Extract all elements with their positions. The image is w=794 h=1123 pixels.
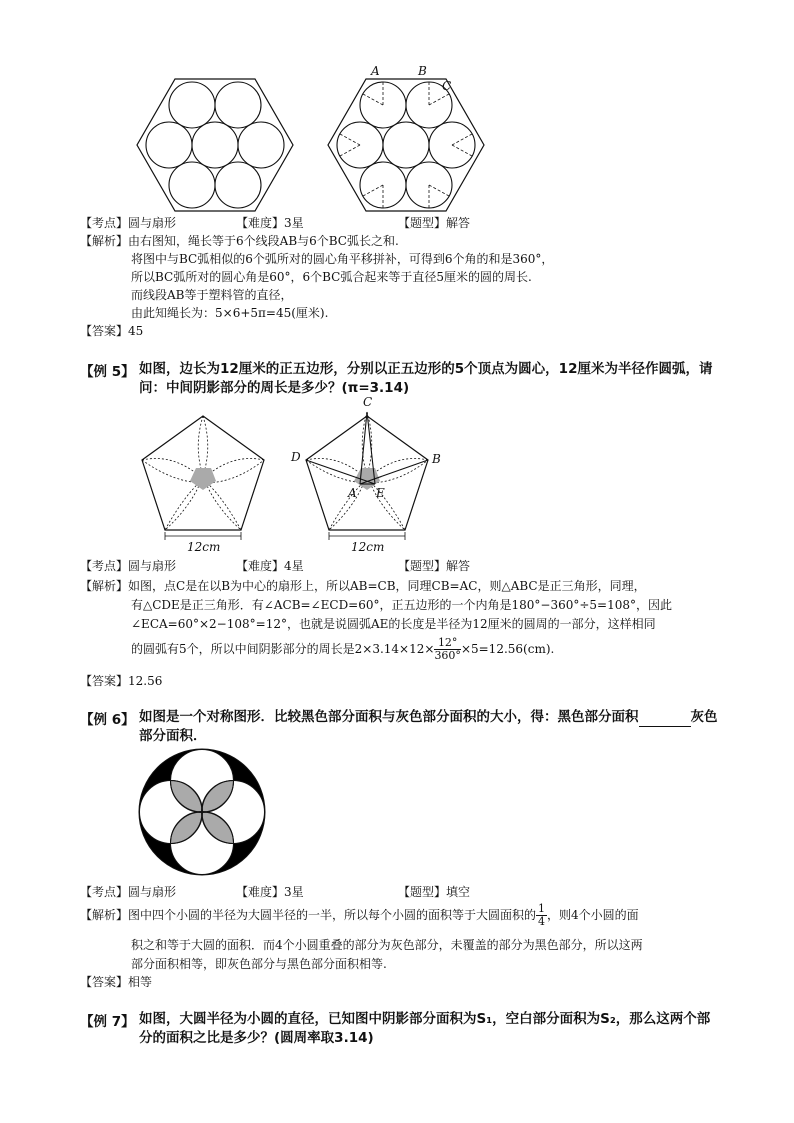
ex4-jiexi-line-3: 所以BC弧所对的圆心角是60°，6个BC弧合起来等于直径5厘米的圆的周长. [131,270,532,284]
ex4-answer-row [80,323,143,339]
ex4-tixing-row [398,215,470,231]
ex6-question-2: 部分面积． [139,728,207,744]
ex6-jiexi-tag: 【解析】 [80,908,129,922]
ex6-fraction [536,903,547,928]
ex6-jiexi-1a: 图中四个小圆的半径为大圆半径的一半，所以每个小圆的面积等于大圆面积的 [128,908,537,922]
ex5-jiexi-tag: 【解析】 [80,579,129,593]
ex5-tixing-tag: 【题型】 [398,559,447,573]
ex4-nandu-tag: 【难度】 [236,216,285,230]
ex6-jiexi-1b: ，则4个小圆的面 [547,908,639,922]
ex4-jiexi-line-2: 将图中与BC弧相似的6个弧所对的圆心角平移拼补，可得到6个角的和是360°， [131,252,554,266]
ex6-nandu: 3星 [284,885,304,899]
ex6-jiexi-line-1 [80,902,639,928]
ex4-jiexi-line-4: 而线段AB等于塑料管的直径， [131,288,293,302]
ex4-jiexi-1: 由右图知，绳长等于6个线段AB与6个BC弧长之和. [128,234,399,248]
ex4-nandu: 3星 [284,216,304,230]
ex5-frac-num: 12° [434,637,461,650]
ex6-answer-row [80,974,152,990]
ex5-daan-tag: 【答案】 [80,674,129,688]
ex4-tixing-tag: 【题型】 [398,216,447,230]
ex5-jiexi-line-4 [131,636,554,662]
ex6-number: 【例 6】 [80,712,135,728]
ex7-question-2: 分的面积之比是多少？(圆周率取3.14) [139,1030,374,1046]
pentagon-figure-right [300,404,434,542]
hexagon-circles-figure-right [326,76,486,214]
ex5-jiexi-4a: 的圆弧有5个，所以中间阴影部分的周长是2×3.14×12× [131,642,435,656]
ex5-label-d: D [291,450,301,464]
ex5-jiexi-1: 如图，点C是在以B为中心的扇形上，所以AB=CB，同理CB=AC，则△ABC是正三角形，同理， [128,579,646,593]
ex5-label-c: C [363,395,373,409]
ex6-tixing: 填空 [446,885,471,899]
fig1-label-c: C [442,79,452,93]
ex5-jiexi-4b: ×5=12.56(cm). [460,642,555,656]
ex5-number: 【例 5】 [80,364,135,380]
fig1-label-a: A [371,64,380,78]
ex6-jiexi-line-3: 部分面积相等，即灰色部分与黑色部分面积相等. [131,957,387,971]
ex5-jiexi-line-3: ∠ECA=60°×2−108°=12°，也就是说圆弧AE的长度是半径为12厘米的圆周的一部分，这样相同 [131,617,656,631]
ex5-fraction [434,637,461,662]
ex4-kaodian-tag: 【考点】 [80,216,129,230]
ex4-meta-row [80,215,176,231]
ex6-question-1a: 如图是一个对称图形．比较黑色部分面积与灰色部分面积的大小，得：黑色部分面积 [139,709,639,725]
ex5-tixing-row [398,558,470,574]
ex5-kaodian: 圆与扇形 [128,559,177,573]
ex6-kaodian: 圆与扇形 [128,885,177,899]
ex5-jiexi-line-1 [80,578,646,594]
ex6-jiexi-line-2: 积之和等于大圆的面积．而4个小圆重叠的部分为灰色部分，未覆盖的部分为黑色部分，所以这两 [131,938,643,952]
ex4-jiexi-line-5: 由此知绳长为：5×6+5π=45(厘米). [131,306,329,320]
ex5-nandu-row [236,558,304,574]
ex5-kaodian-tag: 【考点】 [80,559,129,573]
circle-symmetric-figure [136,746,268,878]
ex5-tixing: 解答 [446,559,471,573]
ex5-jiexi-line-2: 有△CDE是正三角形．有∠ACB=∠ECD=60°，正五边形的一个内角是180°−360°÷5=108°，因此 [131,598,673,612]
ex6-tixing-row [398,884,470,900]
hexagon-circles-figure-left [135,76,295,214]
ex5-question-1: 如图，边长为12厘米的正五边形，分别以正五边形的5个顶点为圆心，12厘米为半径作圆弧，请 [139,361,713,377]
ex6-frac-num: 1 [538,902,546,915]
ex7-question-1: 如图，大圆半径为小圆的直径，已知图中阴影部分面积为S₁，空白部分面积为S₂，那么这两个部 [139,1011,711,1027]
ex6-kaodian-row [80,884,176,900]
ex5-frac-den: 360° [434,649,461,662]
ex6-frac-den: 4 [538,915,546,928]
ex6-answer-blank[interactable] [639,712,691,727]
ex6-question-1b: 灰色 [690,709,718,725]
ex5-label-e: E [376,486,385,500]
fig1-label-b: B [418,64,427,78]
ex4-jiexi-tag: 【解析】 [80,234,129,248]
ex6-question-line-1 [139,708,718,727]
ex6-daan-tag: 【答案】 [80,975,129,989]
ex4-tixing: 解答 [446,216,471,230]
ex5-answer-row [80,673,162,689]
ex5-label-b: B [432,452,441,466]
ex5-nandu: 4星 [284,559,304,573]
ex4-kaodian: 圆与扇形 [128,216,177,230]
ex5-nandu-tag: 【难度】 [236,559,285,573]
ex4-daan-tag: 【答案】 [80,324,129,338]
ex6-daan: 相等 [128,975,153,989]
ex6-kaodian-tag: 【考点】 [80,885,129,899]
ex4-daan: 45 [128,324,144,338]
pentagon-figure-left [136,408,270,542]
ex4-jiexi-line-1 [80,233,399,249]
ex5-left-dimension: 12cm [187,540,221,554]
ex6-nandu-tag: 【难度】 [236,885,285,899]
ex6-nandu-row [236,884,304,900]
ex7-number: 【例 7】 [80,1014,135,1030]
ex5-right-dimension: 12cm [351,540,385,554]
ex5-question-2: 问：中间阴影部分的周长是多少？(π=3.14) [139,380,410,396]
ex4-nandu-row [236,215,304,231]
ex5-daan: 12.56 [128,674,163,688]
ex5-label-a: A [348,486,357,500]
ex5-kaodian-row [80,558,176,574]
ex6-tixing-tag: 【题型】 [398,885,447,899]
